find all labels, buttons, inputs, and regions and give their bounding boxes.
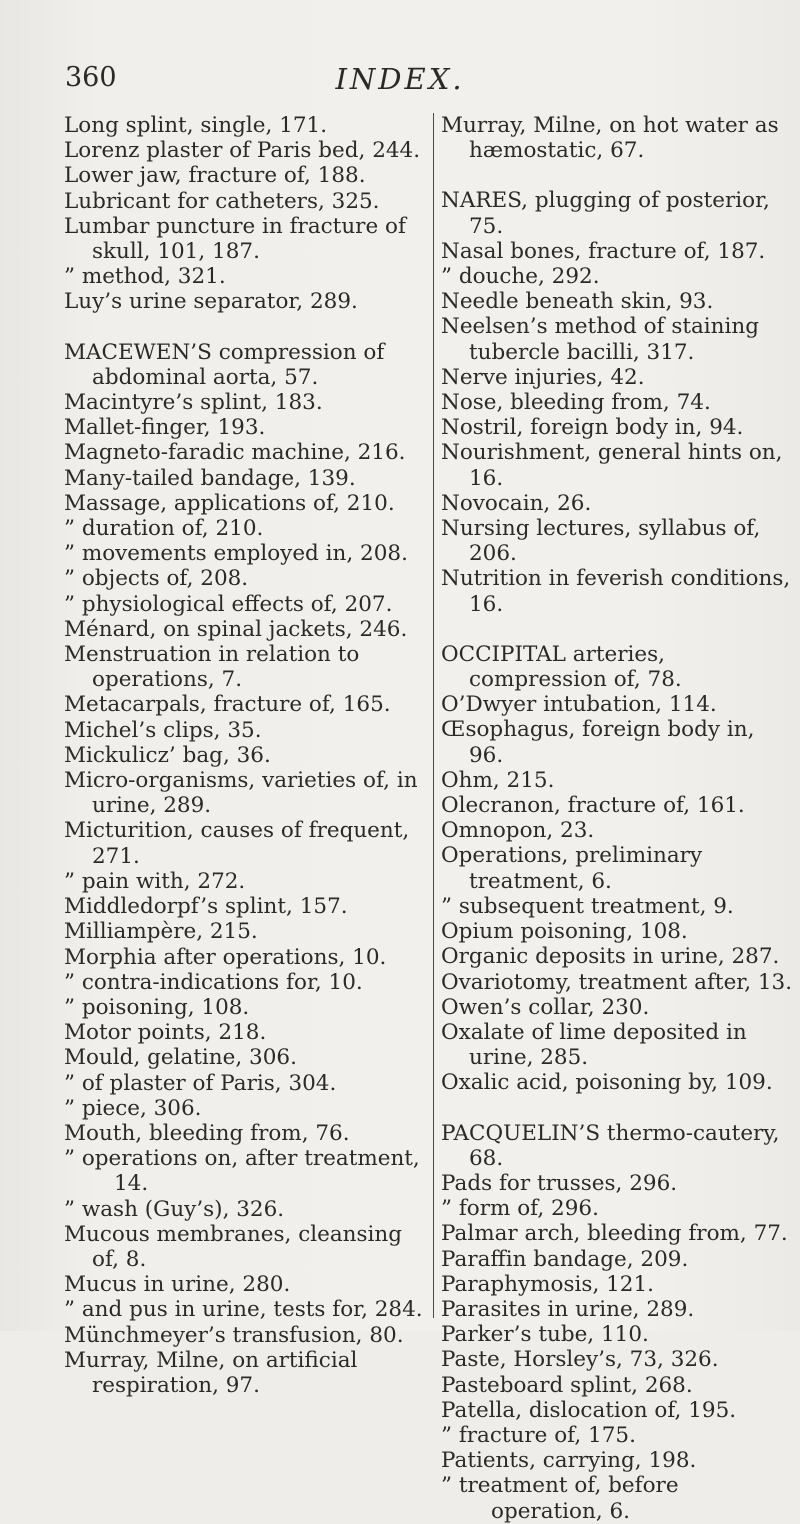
index-entry: Macintyre’s splint, 183.: [64, 390, 323, 416]
index-entry: Operations, preliminary treatment, 6.: [441, 843, 703, 894]
index-entry: ” method, 321.: [64, 264, 226, 290]
index-entry: ” and pus in urine, tests for, 284.: [64, 1297, 423, 1323]
letter-section-gap: [64, 315, 432, 340]
index-entry: Motor points, 218.: [64, 1020, 267, 1046]
left-index-column: [64, 113, 432, 1398]
page-title: INDEX.: [335, 62, 465, 96]
index-entry: Parasites in urine, 289.: [441, 1296, 695, 1322]
index-entry: Ménard, on spinal jackets, 246.: [64, 616, 408, 642]
index-entry: Novocain, 26.: [441, 490, 592, 516]
index-entry: Massage, applications of, 210.: [64, 490, 395, 516]
index-entry: NARES, plugging of posterior, 75.: [441, 188, 770, 239]
index-entry: Olecranon, fracture of, 161.: [441, 793, 745, 819]
index-entry: ” fracture of, 175.: [441, 1422, 636, 1448]
index-entry: Luy’s urine separator, 289.: [64, 289, 358, 315]
right-index-column: [441, 113, 793, 1524]
index-entry: Oxalate of lime deposited in urine, 285.: [441, 1019, 747, 1071]
index-entry: ” contra-indications for, 10.: [64, 969, 363, 995]
index-entry: ” movements employed in, 208.: [64, 541, 408, 567]
index-entry: Ovariotomy, treatment after, 13.: [441, 969, 793, 995]
index-entry: Paste, Horsley’s, 73, 326.: [441, 1347, 719, 1373]
index-entry: ” treatment of, before operation, 6.: [441, 1473, 679, 1524]
index-entry: Münchmeyer’s transfusion, 80.: [64, 1322, 404, 1348]
index-entry: Owen’s collar, 230.: [441, 994, 650, 1020]
index-entry: Mucus in urine, 280.: [64, 1272, 291, 1298]
letter-section-gap: [441, 163, 793, 188]
index-entry: Lower jaw, fracture of, 188.: [64, 163, 366, 189]
index-entry: Needle beneath skin, 93.: [441, 289, 714, 315]
index-entry: Micturition, causes of frequent, 271.: [64, 818, 410, 869]
index-entry: Patella, dislocation of, 195.: [441, 1397, 737, 1423]
index-entry: Paraffin bandage, 209.: [441, 1246, 689, 1272]
index-entry: Menstruation in relation to operations, 7.: [64, 642, 360, 693]
index-entry: ” wash (Guy’s), 326.: [64, 1196, 285, 1222]
index-entry: Neelsen’s method of staining tubercle bacilli, 317.: [441, 314, 760, 365]
index-entry: Middledorpf’s splint, 157.: [64, 894, 348, 920]
index-entry: Parker’s tube, 110.: [441, 1322, 649, 1348]
index-entry: PACQUELIN’S thermo-cautery, 68.: [441, 1120, 780, 1171]
index-entry: Nutrition in feverish conditions, 16.: [441, 566, 791, 617]
index-entry: OCCIPITAL arteries, compression of, 78.: [441, 641, 682, 693]
index-entry: ” physiological effects of, 207.: [64, 591, 393, 617]
index-entry: Patients, carrying, 198.: [441, 1448, 697, 1474]
index-entry: ” subsequent treatment, 9.: [441, 893, 734, 919]
index-entry: ” poisoning, 108.: [64, 994, 250, 1020]
index-entry: Lumbar puncture in fracture of skull, 101, 187.: [64, 213, 406, 265]
index-entry: ” pain with, 272.: [64, 868, 246, 894]
index-entry: Mucous membranes, cleansing of, 8.: [64, 1221, 403, 1272]
index-entry: ” objects of, 208.: [64, 566, 249, 592]
index-entry: Metacarpals, fracture of, 165.: [64, 692, 391, 718]
index-entry: Lubricant for catheters, 325.: [64, 188, 380, 214]
index-entry: Paraphymosis, 121.: [441, 1271, 654, 1297]
index-entry: Palmar arch, bleeding from, 77.: [441, 1221, 788, 1247]
index-entry: Nose, bleeding from, 74.: [441, 390, 711, 416]
index-entry: ” of plaster of Paris, 304.: [64, 1070, 337, 1096]
index-entry: ” form of, 296.: [441, 1196, 599, 1222]
page-number: 360: [65, 62, 117, 93]
index-entry: Omnopon, 23.: [441, 818, 595, 844]
index-entry: Many-tailed bandage, 139.: [64, 465, 356, 491]
index-entry: Pads for trusses, 296.: [441, 1170, 678, 1196]
index-entry: Mickulicz’ bag, 36.: [64, 742, 271, 768]
letter-section-gap: [441, 1096, 793, 1121]
index-entry: ” operations on, after treatment, 14.: [64, 1146, 420, 1197]
index-entry: Mould, gelatine, 306.: [64, 1045, 297, 1071]
index-entry: Lorenz plaster of Paris bed, 244.: [64, 138, 421, 164]
page-header: [0, 62, 800, 102]
index-entry: ” duration of, 210.: [64, 516, 264, 542]
index-entry: Long splint, single, 171.: [64, 113, 328, 138]
index-entry: Nasal bones, fracture of, 187.: [441, 238, 766, 264]
column-divider: [433, 113, 434, 1318]
index-entry: Murray, Milne, on artificial respiration, 97.: [64, 1347, 358, 1398]
index-entry: Magneto-faradic machine, 216.: [64, 440, 406, 466]
index-entry: Morphia after operations, 10.: [64, 944, 387, 970]
index-entry: Opium poisoning, 108.: [441, 919, 688, 945]
index-entry: Œsophagus, foreign body in, 96.: [441, 717, 755, 768]
index-entry: Nursing lectures, syllabus of, 206.: [441, 516, 761, 567]
index-entry: Oxalic acid, poisoning by, 109.: [441, 1070, 773, 1096]
index-entry: Mouth, bleeding from, 76.: [64, 1120, 350, 1146]
index-entry: Nerve injuries, 42.: [441, 364, 645, 390]
index-entry: Nostril, foreign body in, 94.: [441, 415, 744, 441]
index-entry: Micro-organisms, varieties of, in urine, 289.: [64, 768, 418, 819]
index-entry: ” douche, 292.: [441, 264, 600, 290]
index-entry: O’Dwyer intubation, 114.: [441, 692, 717, 718]
index-entry: Michel’s clips, 35.: [64, 717, 262, 743]
index-entry: Ohm, 215.: [441, 767, 555, 793]
letter-section-gap: [441, 617, 793, 642]
index-entry: Organic deposits in urine, 287.: [441, 944, 780, 970]
index-entry: Murray, Milne, on hot water as hæmostatic, 67.: [441, 113, 779, 164]
index-entry: MACEWEN’S compression of abdominal aorta, 57.: [64, 339, 385, 390]
index-entry: ” piece, 306.: [64, 1095, 202, 1121]
index-entry: Pasteboard splint, 268.: [441, 1372, 693, 1398]
index-entry: Mallet-finger, 193.: [64, 415, 266, 441]
index-entry: Nourishment, general hints on, 16.: [441, 440, 783, 491]
index-entry: Milliampère, 215.: [64, 919, 258, 945]
